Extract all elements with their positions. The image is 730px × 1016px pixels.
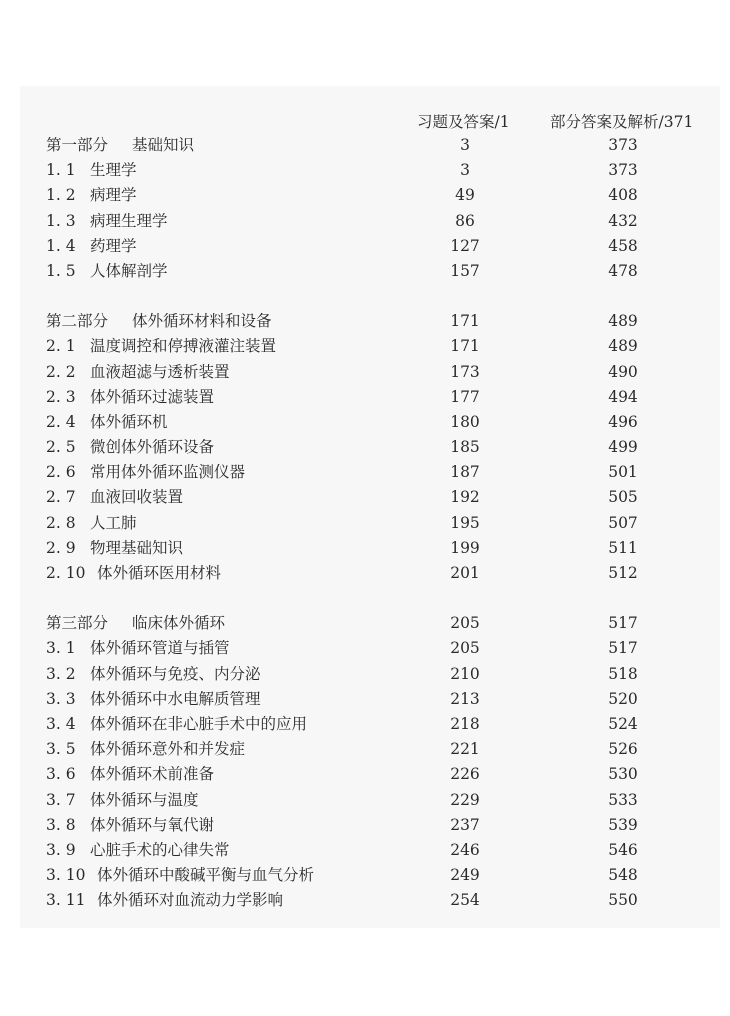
entry-number: 第三部分 bbox=[46, 614, 109, 633]
entry-title: 常用体外循环监测仪器 bbox=[90, 463, 246, 482]
entry-title: 体外循环与氧代谢 bbox=[90, 815, 215, 834]
answer-page: 507 bbox=[608, 513, 638, 532]
entry-number: 第二部分 bbox=[46, 312, 109, 331]
answer-page: 511 bbox=[608, 538, 638, 557]
entry-title: 体外循环术前准备 bbox=[90, 765, 215, 784]
toc-entry[interactable] bbox=[0, 511, 730, 536]
entry-title: 物理基础知识 bbox=[90, 538, 184, 557]
toc-entry[interactable] bbox=[0, 712, 730, 737]
entry-title: 体外循环中水电解质管理 bbox=[90, 689, 261, 708]
answer-page: 520 bbox=[608, 689, 638, 708]
answer-page: 373 bbox=[608, 136, 638, 154]
toc-entry[interactable] bbox=[0, 158, 730, 183]
answers-column-header: 部分答案及解析/371 bbox=[550, 113, 694, 131]
answer-page: 526 bbox=[608, 740, 638, 759]
question-page: 185 bbox=[450, 438, 480, 457]
entry-number: 3. 9 bbox=[46, 840, 76, 859]
toc-entry[interactable] bbox=[0, 536, 730, 561]
question-page: 86 bbox=[455, 211, 475, 230]
question-page: 246 bbox=[450, 840, 480, 859]
entry-number: 2. 5 bbox=[46, 438, 76, 457]
entry-number: 2. 10 bbox=[46, 564, 86, 582]
question-page: 210 bbox=[450, 664, 480, 683]
toc-entry[interactable] bbox=[0, 813, 730, 838]
answer-page: 548 bbox=[608, 866, 638, 885]
toc-entry[interactable] bbox=[0, 762, 730, 787]
entry-title: 病理学 bbox=[90, 186, 137, 205]
question-page: 205 bbox=[450, 639, 480, 658]
entry-number: 2. 4 bbox=[46, 412, 76, 431]
toc-entry[interactable] bbox=[0, 687, 730, 712]
entry-number: 3. 3 bbox=[46, 689, 76, 708]
answer-page: 517 bbox=[608, 614, 638, 633]
question-page: 187 bbox=[450, 463, 480, 482]
toc-header bbox=[0, 110, 730, 134]
entry-number: 3. 4 bbox=[46, 714, 76, 733]
toc-entry[interactable] bbox=[0, 435, 730, 460]
question-page: 221 bbox=[450, 740, 480, 759]
answer-page: 458 bbox=[608, 236, 638, 255]
question-page: 237 bbox=[450, 815, 480, 834]
entry-number: 1. 3 bbox=[46, 211, 76, 230]
answer-page: 539 bbox=[608, 815, 638, 834]
entry-number: 2. 9 bbox=[46, 538, 76, 557]
answer-page: 550 bbox=[608, 891, 638, 910]
answer-page: 408 bbox=[608, 186, 638, 205]
question-page: 254 bbox=[450, 891, 480, 910]
answer-page: 373 bbox=[608, 161, 638, 180]
question-page: 229 bbox=[450, 790, 480, 809]
entry-title: 体外循环医用材料 bbox=[97, 564, 222, 582]
question-page: 205 bbox=[450, 614, 480, 633]
entry-number: 3. 5 bbox=[46, 740, 76, 759]
answer-page: 496 bbox=[608, 412, 638, 431]
entry-number: 3. 11 bbox=[46, 891, 86, 910]
question-page: 127 bbox=[450, 236, 480, 255]
entry-title: 体外循环机 bbox=[90, 412, 168, 431]
toc-entry[interactable] bbox=[0, 737, 730, 762]
entry-title: 体外循环与免疫、内分泌 bbox=[90, 664, 261, 683]
entry-number: 1. 4 bbox=[46, 236, 76, 255]
toc-part-heading[interactable] bbox=[0, 611, 730, 636]
toc-part-2 bbox=[0, 309, 730, 586]
toc-entry[interactable] bbox=[0, 863, 730, 888]
toc-entry[interactable] bbox=[0, 485, 730, 510]
question-page: 201 bbox=[450, 564, 480, 582]
entry-title: 微创体外循环设备 bbox=[90, 438, 215, 457]
entry-title: 血液超滤与透析装置 bbox=[90, 362, 230, 381]
answer-page: 546 bbox=[608, 840, 638, 859]
answer-page: 524 bbox=[608, 714, 638, 733]
entry-number: 3. 7 bbox=[46, 790, 76, 809]
question-page: 49 bbox=[455, 186, 475, 205]
toc-part-1 bbox=[0, 133, 730, 284]
entry-title: 人工肺 bbox=[90, 513, 137, 532]
entry-title: 体外循环过滤装置 bbox=[90, 387, 215, 406]
toc-entry[interactable] bbox=[0, 410, 730, 435]
question-page: 177 bbox=[450, 387, 480, 406]
question-page: 173 bbox=[450, 362, 480, 381]
toc-entry[interactable] bbox=[0, 334, 730, 359]
toc-entry[interactable] bbox=[0, 561, 730, 586]
answer-page: 494 bbox=[608, 387, 638, 406]
entry-number: 3. 6 bbox=[46, 765, 76, 784]
question-page: 195 bbox=[450, 513, 480, 532]
question-page: 192 bbox=[450, 488, 480, 507]
entry-number: 2. 3 bbox=[46, 387, 76, 406]
toc-part-heading[interactable] bbox=[0, 133, 730, 158]
question-page: 157 bbox=[450, 261, 480, 280]
table-of-contents bbox=[0, 133, 730, 938]
answer-page: 501 bbox=[608, 463, 638, 482]
toc-entry[interactable] bbox=[0, 183, 730, 208]
question-page: 213 bbox=[450, 689, 480, 708]
toc-part-heading[interactable] bbox=[0, 309, 730, 334]
question-page: 226 bbox=[450, 765, 480, 784]
entry-number: 1. 2 bbox=[46, 186, 76, 205]
entry-number: 第一部分 bbox=[46, 136, 109, 154]
answer-page: 432 bbox=[608, 211, 638, 230]
question-page: 3 bbox=[460, 161, 470, 180]
entry-number: 1. 1 bbox=[46, 161, 76, 180]
entry-title: 人体解剖学 bbox=[90, 261, 168, 280]
entry-title: 体外循环与温度 bbox=[90, 790, 199, 809]
question-page: 171 bbox=[450, 312, 480, 331]
entry-number: 2. 6 bbox=[46, 463, 76, 482]
question-page: 218 bbox=[450, 714, 480, 733]
entry-number: 2. 1 bbox=[46, 337, 76, 356]
answer-page: 489 bbox=[608, 337, 638, 356]
answer-page: 505 bbox=[608, 488, 638, 507]
entry-title: 心脏手术的心律失常 bbox=[90, 840, 230, 859]
toc-entry[interactable] bbox=[0, 636, 730, 661]
question-page: 171 bbox=[450, 337, 480, 356]
toc-entry[interactable] bbox=[0, 662, 730, 687]
entry-title: 体外循环在非心脏手术中的应用 bbox=[90, 714, 308, 733]
toc-entry[interactable] bbox=[0, 259, 730, 284]
answer-page: 512 bbox=[608, 564, 638, 582]
entry-number: 3. 2 bbox=[46, 664, 76, 683]
answer-page: 530 bbox=[608, 765, 638, 784]
toc-entry[interactable] bbox=[0, 888, 730, 913]
entry-title: 基础知识 bbox=[132, 136, 195, 154]
entry-number: 2. 8 bbox=[46, 513, 76, 532]
answer-page: 478 bbox=[608, 261, 638, 280]
answer-page: 533 bbox=[608, 790, 638, 809]
answer-page: 517 bbox=[608, 639, 638, 658]
toc-entry[interactable] bbox=[0, 838, 730, 863]
entry-title: 临床体外循环 bbox=[132, 614, 226, 633]
entry-number: 3. 1 bbox=[46, 639, 76, 658]
question-page: 3 bbox=[460, 136, 470, 154]
answer-page: 489 bbox=[608, 312, 638, 331]
entry-title: 病理生理学 bbox=[90, 211, 168, 230]
entry-title: 温度调控和停搏液灌注装置 bbox=[90, 337, 277, 356]
entry-number: 3. 8 bbox=[46, 815, 76, 834]
toc-entry[interactable] bbox=[0, 385, 730, 410]
entry-title: 体外循环材料和设备 bbox=[132, 312, 272, 331]
entry-title: 药理学 bbox=[90, 236, 137, 255]
question-page: 180 bbox=[450, 412, 480, 431]
questions-column-header: 习题及答案/1 bbox=[417, 113, 510, 131]
toc-entry[interactable] bbox=[0, 788, 730, 813]
toc-entry[interactable] bbox=[0, 460, 730, 485]
entry-title: 体外循环对血流动力学影响 bbox=[97, 891, 284, 910]
entry-title: 血液回收装置 bbox=[90, 488, 184, 507]
toc-entry[interactable] bbox=[0, 360, 730, 385]
entry-number: 1. 5 bbox=[46, 261, 76, 280]
question-page: 249 bbox=[450, 866, 480, 885]
toc-entry[interactable] bbox=[0, 234, 730, 259]
entry-title: 体外循环意外和并发症 bbox=[90, 740, 246, 759]
toc-entry[interactable] bbox=[0, 209, 730, 234]
entry-title: 生理学 bbox=[90, 161, 137, 180]
toc-part-3 bbox=[0, 611, 730, 913]
answer-page: 499 bbox=[608, 438, 638, 457]
entry-title: 体外循环管道与插管 bbox=[90, 639, 230, 658]
answer-page: 518 bbox=[608, 664, 638, 683]
entry-number: 2. 2 bbox=[46, 362, 76, 381]
answer-page: 490 bbox=[608, 362, 638, 381]
question-page: 199 bbox=[450, 538, 480, 557]
entry-title: 体外循环中酸碱平衡与血气分析 bbox=[97, 866, 315, 885]
entry-number: 2. 7 bbox=[46, 488, 76, 507]
entry-number: 3. 10 bbox=[46, 866, 86, 885]
